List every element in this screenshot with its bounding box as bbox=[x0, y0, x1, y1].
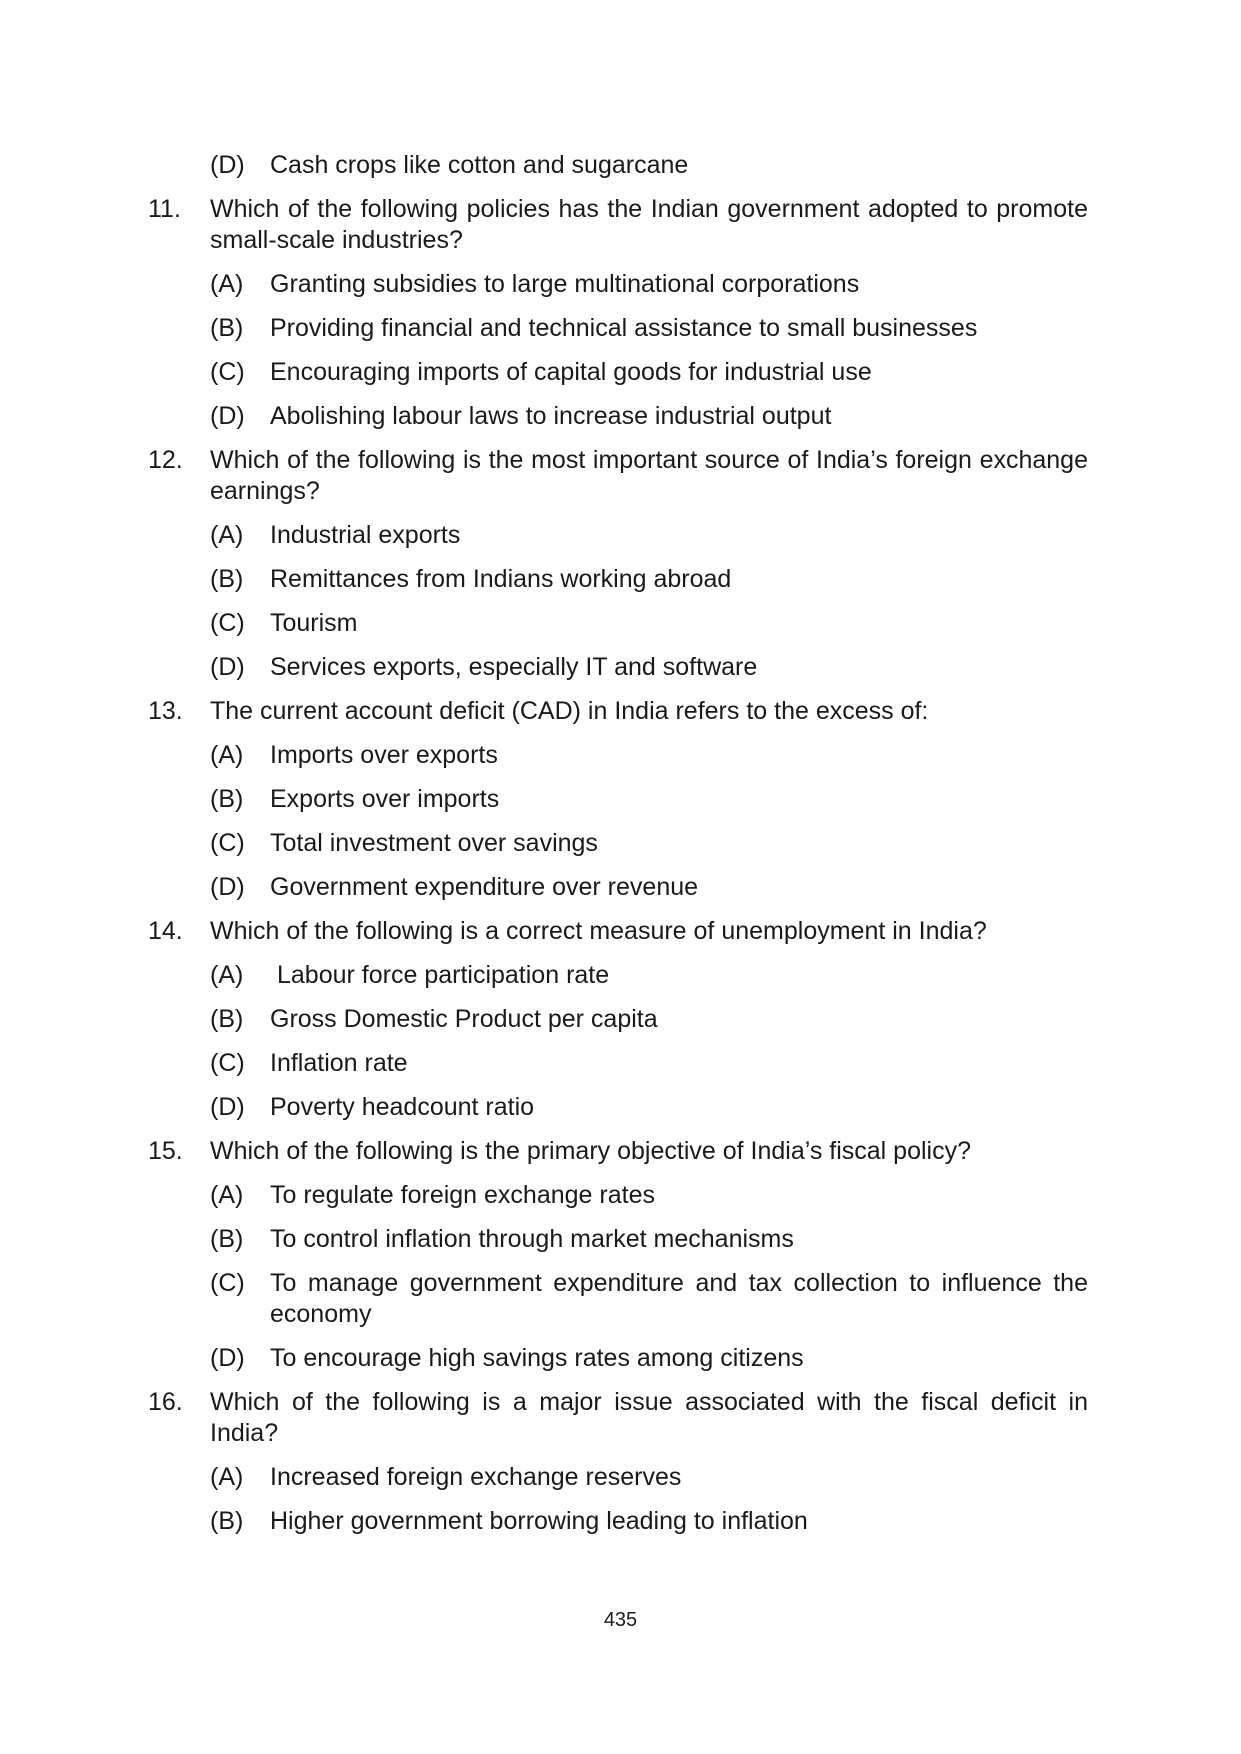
question-number: 13. bbox=[148, 697, 183, 725]
option-text: Cash crops like cotton and sugarcane bbox=[270, 151, 689, 179]
option bbox=[210, 608, 1088, 639]
carry-over-option bbox=[210, 150, 1088, 181]
option bbox=[210, 960, 1088, 991]
option-letter: (B) bbox=[210, 1225, 244, 1253]
option bbox=[210, 313, 1088, 344]
option bbox=[210, 740, 1088, 771]
option-letter: (B) bbox=[210, 314, 244, 342]
option-text: Industrial exports bbox=[270, 521, 461, 549]
question-number: 16. bbox=[148, 1388, 183, 1416]
option-letter: (D) bbox=[210, 402, 245, 430]
option bbox=[210, 357, 1088, 388]
option bbox=[210, 269, 1088, 300]
question-text: The current account deficit (CAD) in India refers to the excess of: bbox=[210, 697, 929, 725]
option bbox=[210, 872, 1088, 903]
option-text: Abolishing labour laws to increase industrial output bbox=[270, 402, 832, 430]
option bbox=[210, 1180, 1088, 1211]
option-text: To manage government expenditure and tax collection to influence the economy bbox=[270, 1269, 1088, 1328]
option bbox=[210, 401, 1088, 432]
option bbox=[210, 1224, 1088, 1255]
option-text: Encouraging imports of capital goods for industrial use bbox=[270, 358, 872, 386]
option-letter: (D) bbox=[210, 1093, 245, 1121]
option-text: Granting subsidies to large multinational corporations bbox=[270, 270, 860, 298]
option-letter: (A) bbox=[210, 1463, 244, 1491]
option bbox=[210, 520, 1088, 551]
option-letter: (B) bbox=[210, 1507, 244, 1535]
option-letter: (C) bbox=[210, 1269, 245, 1297]
option-text: Remittances from Indians working abroad bbox=[270, 565, 732, 593]
question-text: Which of the following is a major issue associated with the fiscal deficit in India? bbox=[210, 1388, 1088, 1447]
option-letter: (B) bbox=[210, 1005, 244, 1033]
question-text: Which of the following is a correct measure of unemployment in India? bbox=[210, 917, 987, 945]
question-text: Which of the following is the primary objective of India’s fiscal policy? bbox=[210, 1137, 971, 1165]
option bbox=[210, 1268, 1088, 1330]
question-16 bbox=[148, 1387, 1088, 1537]
option-letter: (B) bbox=[210, 785, 244, 813]
option-text: Exports over imports bbox=[270, 785, 500, 813]
option-letter: (A) bbox=[210, 270, 244, 298]
option bbox=[210, 564, 1088, 595]
option-text: Increased foreign exchange reserves bbox=[270, 1463, 682, 1491]
option bbox=[210, 1048, 1088, 1079]
option-letter: (C) bbox=[210, 609, 245, 637]
option-letter: (B) bbox=[210, 565, 244, 593]
option bbox=[210, 828, 1088, 859]
question-12 bbox=[148, 445, 1088, 683]
option-text: Gross Domestic Product per capita bbox=[270, 1005, 658, 1033]
question-list bbox=[148, 150, 1088, 1550]
page-number: 435 bbox=[603, 1609, 638, 1631]
option-letter: (C) bbox=[210, 829, 245, 857]
option bbox=[210, 1462, 1088, 1493]
option-letter: (A) bbox=[210, 1181, 244, 1209]
question-number: 11. bbox=[148, 195, 181, 223]
option-text: To encourage high savings rates among citizens bbox=[270, 1344, 804, 1372]
option-letter: (D) bbox=[210, 873, 245, 901]
option-letter: (A) bbox=[210, 521, 244, 549]
option-text: Providing financial and technical assistance to small businesses bbox=[270, 314, 978, 342]
question-14 bbox=[148, 916, 1088, 1123]
option bbox=[210, 1004, 1088, 1035]
option bbox=[210, 784, 1088, 815]
option-letter: (D) bbox=[210, 1344, 245, 1372]
option-letter: (C) bbox=[210, 358, 245, 386]
question-number: 12. bbox=[148, 446, 183, 474]
option-letter: (D) bbox=[210, 653, 245, 681]
question-number: 15. bbox=[148, 1137, 183, 1165]
question-11 bbox=[148, 194, 1088, 432]
option-text: Imports over exports bbox=[270, 741, 498, 769]
option bbox=[210, 1343, 1088, 1374]
option-text: Labour force participation rate bbox=[277, 961, 610, 989]
option bbox=[210, 652, 1088, 683]
option-letter: (A) bbox=[210, 961, 244, 989]
option-letter: (C) bbox=[210, 1049, 245, 1077]
question-text: Which of the following policies has the Indian government adopted to promote small-scale industries? bbox=[210, 195, 1088, 254]
question-13 bbox=[148, 696, 1088, 903]
option-text: Government expenditure over revenue bbox=[270, 873, 699, 901]
option-text: To regulate foreign exchange rates bbox=[270, 1181, 655, 1209]
option bbox=[210, 1506, 1088, 1537]
option-text: Poverty headcount ratio bbox=[270, 1093, 535, 1121]
option bbox=[210, 1092, 1088, 1123]
question-number: 14. bbox=[148, 917, 183, 945]
option-text: Inflation rate bbox=[270, 1049, 408, 1077]
option-letter: (A) bbox=[210, 741, 244, 769]
question-15 bbox=[148, 1136, 1088, 1374]
option-letter: (D) bbox=[210, 151, 245, 179]
option-text: Tourism bbox=[270, 609, 358, 637]
question-text: Which of the following is the most important source of India’s foreign exchange earnings? bbox=[210, 446, 1088, 505]
option-text: Services exports, especially IT and software bbox=[270, 653, 758, 681]
option-text: To control inflation through market mechanisms bbox=[270, 1225, 794, 1253]
option-text: Higher government borrowing leading to inflation bbox=[270, 1507, 808, 1535]
option-text: Total investment over savings bbox=[270, 829, 598, 857]
